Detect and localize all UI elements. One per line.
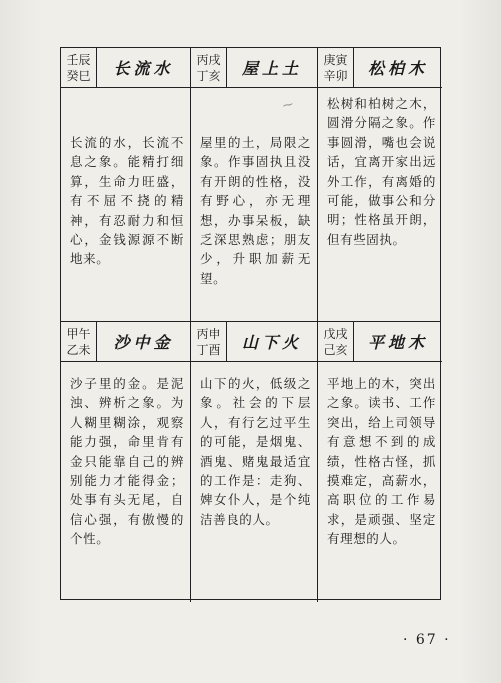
ink-smudge: ⁓ [281, 99, 295, 112]
cell-description: 长流的水，长流不息之象。能精打细算，生命力旺盛，有不屈不挠的精神，有忍耐力和恒心，金钱源源不断地来。 [70, 135, 184, 267]
table-cell-shanxiahuo [191, 322, 318, 602]
cell-header [61, 322, 190, 362]
table-row [61, 48, 440, 322]
table-cell-shazhongjin [61, 322, 191, 602]
table-cell-changliushui [61, 48, 191, 322]
ganzhi-label: 丙申 丁酉 [191, 322, 227, 361]
cell-description: 山下的火，低级之象。社会的下层人，有行乞过平生的可能，是烟鬼、酒鬼、赌鬼最适宜的工作是：走狗、婢女仆人，是个纯洁善良的人。 [200, 376, 311, 527]
nayin-name: 平地木 [367, 333, 428, 352]
nayin-name: 沙中金 [113, 333, 174, 352]
cell-header [318, 322, 442, 362]
page-number: · 67 · [403, 632, 451, 648]
cell-header [191, 48, 317, 88]
nayin-table [60, 47, 441, 600]
cell-description: 松树和柏树之木，圆滑分隔之象。作事圆滑，嘴也会说话，宜离开家出远外工作，有离婚的可能，做事公和分明；性格虽开朗，但有些固执。 [327, 96, 436, 247]
ganzhi-label: 壬辰 癸巳 [61, 48, 97, 87]
ganzhi-label: 甲午 乙未 [61, 322, 97, 361]
cell-header [318, 48, 442, 88]
cell-header [61, 48, 190, 88]
cell-description: 平地上的木，突出之象。读书、工作突出，给上司领导有意想不到的成绩，性格古怪，抓摸难定，高薪水，高职位的工作易求，是顽强、坚定有理想的人。 [327, 376, 436, 547]
table-cell-wushangtu [191, 48, 318, 322]
ganzhi-label: 庚寅 辛卯 [318, 48, 354, 87]
table-cell-pingdimu [318, 322, 442, 602]
cell-header [191, 322, 317, 362]
cell-description: 屋里的土，局限之象。作事固执且没有开朗的性格，没有野心，亦无理想，办事呆板，缺乏深思熟虑；朋友少，升职加薪无望。 [200, 135, 311, 286]
nayin-name: 屋上土 [241, 59, 302, 78]
nayin-name: 松柏木 [367, 59, 428, 78]
nayin-name: 长流水 [113, 59, 174, 78]
nayin-name: 山下火 [241, 333, 302, 352]
cell-description: 沙子里的金。是泥浊、辨析之象。为人糊里糊涂，观察能力强，命里肯有金只能靠自己的辨别能力才能得金；处事有头无尾，自信心强，有傲慢的个性。 [70, 376, 184, 547]
ganzhi-label: 丙戌 丁亥 [191, 48, 227, 87]
table-cell-songbaimu [318, 48, 442, 322]
ganzhi-label: 戊戌 己亥 [318, 322, 354, 361]
table-row [61, 321, 440, 602]
